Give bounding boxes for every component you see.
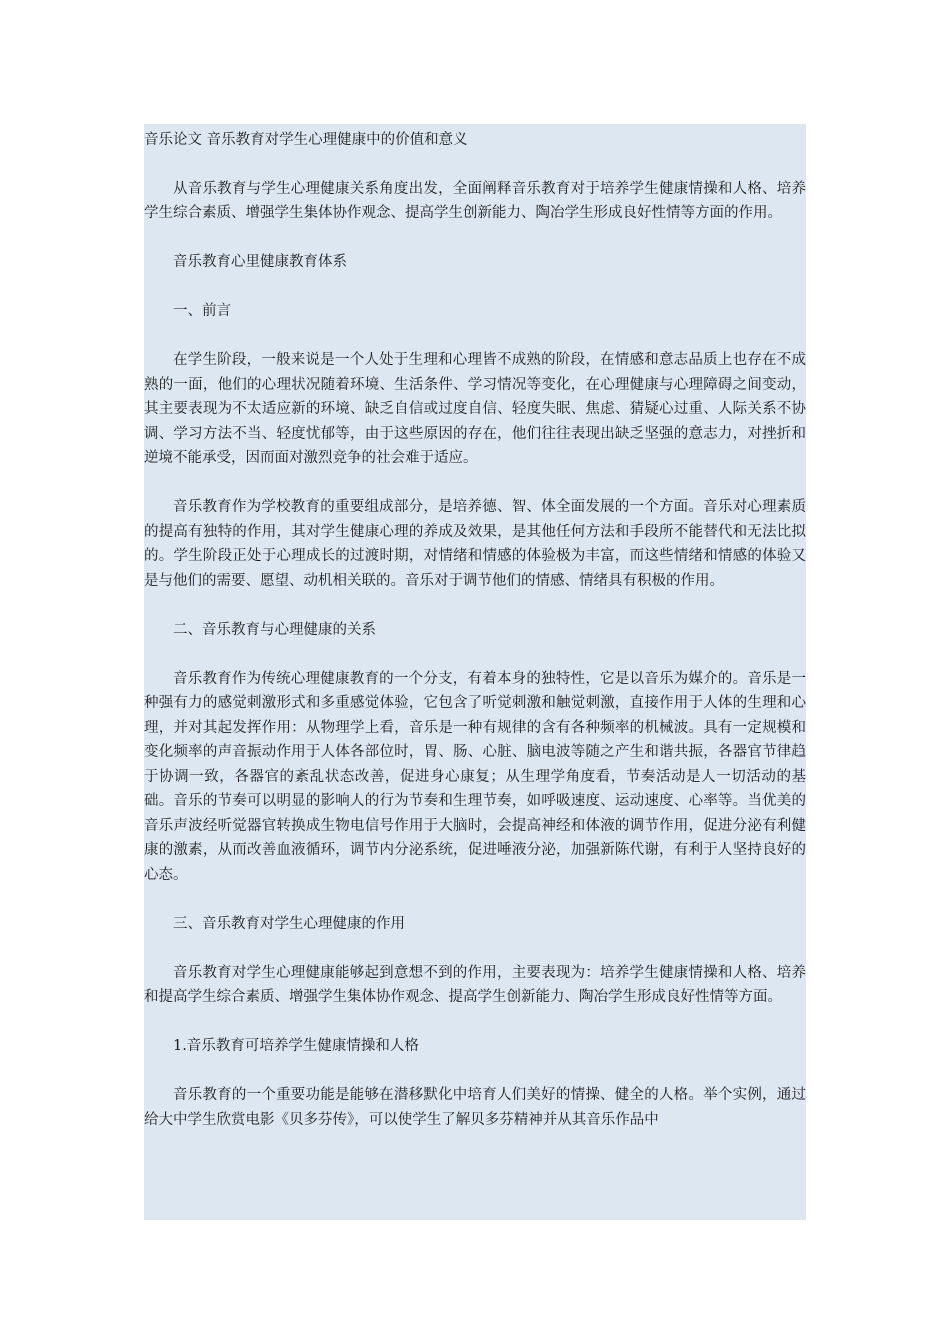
section-heading-effects: 三、音乐教育对学生心理健康的作用 xyxy=(173,915,405,932)
spacer xyxy=(144,471,806,496)
preface-paragraph-2: 音乐教育作为学校教育的重要组成部分，是培养德、智、体全面发展的一个方面。音乐对心理素质的提高有独特的作用，其对学生健康心理的养成及效果，是其他任何方法和手段所不能替代和无法比拟的。学生阶段正处于心理成长的过渡时期，对情绪和情感的体验极为丰富，而这些情绪和情感的体验又是与他们的需要、愿望、动机相关联的。音乐对于调节他们的情感、情绪具有积极的作用。 xyxy=(144,499,806,589)
effects-paragraph: 音乐教育对学生心理健康能够起到意想不到的作用，主要表现为：培养学生健康情操和人格、培养和提高学生综合素质、增强学生集体协作观念、提高学生创新能力、陶冶学生形成良好性情等方面。 xyxy=(144,964,806,1005)
preface-paragraph-1: 在学生阶段，一般来说是一个人处于生理和心理皆不成熟的阶段，在情感和意志品质上也存在不成熟的一面，他们的心理状况随着环境、生活条件、学习情况等变化，在心理健康与心理障碍之间变动，其主要表现为不太适应新的环境、缺乏自信或过度自信、轻度失眠、焦虑、猜疑心过重、人际关系不协调、学习方法不当、轻度忧郁等，由于这些原因的存在，他们往往表现出缺乏坚强的意志力，对挫折和逆境不能承受，因而面对激烈竞争的社会难于适应。 xyxy=(144,352,806,466)
spacer xyxy=(144,936,806,961)
spacer xyxy=(144,1059,806,1084)
spacer xyxy=(144,642,806,667)
keywords-line: 音乐教育心里健康教育体系 xyxy=(173,254,347,270)
document-title: 音乐论文 音乐教育对学生心理健康中的价值和意义 xyxy=(144,132,468,148)
spacer xyxy=(144,1010,806,1035)
spacer xyxy=(144,275,806,300)
spacer xyxy=(144,226,806,251)
spacer xyxy=(144,324,806,349)
section-heading-relationship: 二、音乐教育与心理健康的关系 xyxy=(173,621,376,638)
character-paragraph: 音乐教育的一个重要功能是能够在潜移默化中培育人们美好的情操、健全的人格。举个实例，通过给大中学生欣赏电影《贝多芬传》，可以使学生了解贝多芬精神并从其音乐作品中 xyxy=(144,1087,806,1128)
spacer xyxy=(144,152,806,177)
abstract-paragraph: 从音乐教育与学生心理健康关系角度出发，全面阐释音乐教育对于培养学生健康情操和人格、培养学生综合素质、增强学生集体协作观念、提高学生创新能力、陶冶学生形成良好性情等方面的作用。 xyxy=(144,180,806,221)
relationship-paragraph: 音乐教育作为传统心理健康教育的一个分支，有着本身的独特性，它是以音乐为媒介的。音乐是一种强有力的感觉刺激形式和多重感觉体验，它包含了听觉刺激和触觉刺激，直接作用于人体的生理和心理，并对其起发挥作用：从物理学上看，音乐是一种有规律的含有各种频率的机械波。具有一定规模和变化频率的声音振动作用于人体各部位时，胃、肠、心脏、脑电波等随之产生和谐共振，各器官节律趋于协调一致，各器官的紊乱状态改善，促进身心康复；从生理学角度看，节奏活动是人一切活动的基础。音乐的节奏可以明显的影响人的行为节奏和生理节奏，如呼吸速度、运动速度、心率等。当优美的音乐声波经听觉器官转换成生物电信号作用于大脑时，会提高神经和体液的调节作用，促进分泌有利健康的激素，从而改善血液循环，调节内分泌系统，促进唾液分泌，加强新陈代谢，有利于人坚持良好的心态。 xyxy=(144,670,806,883)
spacer xyxy=(144,593,806,618)
section-heading-preface: 一、前言 xyxy=(173,303,231,319)
document-body xyxy=(144,124,806,1220)
subsection-heading-character: 1.音乐教育可培养学生健康情操和人格 xyxy=(173,1038,419,1054)
spacer xyxy=(144,887,806,912)
